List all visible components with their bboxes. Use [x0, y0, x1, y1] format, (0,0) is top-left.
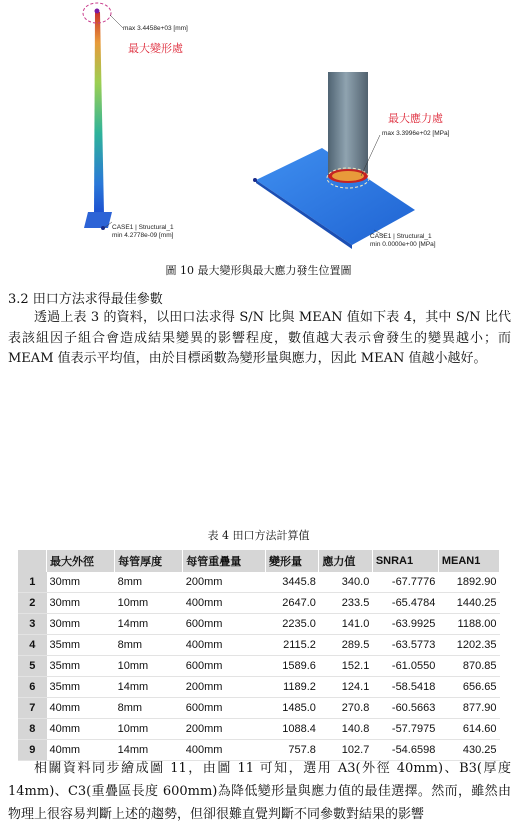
- fea-figure: [60, 0, 480, 258]
- header-thickness: 每管厚度: [115, 550, 183, 572]
- table-cell: 1: [18, 572, 47, 593]
- table-cell: 14mm: [115, 677, 183, 698]
- table-cell: 140.8: [319, 719, 372, 740]
- table-cell: 10mm: [115, 719, 183, 740]
- table-cell: 124.1: [319, 677, 372, 698]
- header-outer-diameter: 最大外徑: [47, 550, 115, 572]
- right-pole: [328, 72, 368, 176]
- header-stress: 應力值: [319, 550, 372, 572]
- header-deformation: 變形量: [266, 550, 319, 572]
- table-cell: 14mm: [115, 740, 183, 761]
- table-cell: 10mm: [115, 656, 183, 677]
- left-base-plate: [84, 212, 112, 228]
- table-cell: 877.90: [438, 698, 499, 719]
- table-cell: 9: [18, 740, 47, 761]
- table-cell: 600mm: [183, 614, 266, 635]
- table-cell: 400mm: [183, 593, 266, 614]
- table-cell: 8mm: [115, 635, 183, 656]
- table-cell: -57.7975: [372, 719, 438, 740]
- table-cell: 757.8: [266, 740, 319, 761]
- table-cell: 35mm: [47, 635, 115, 656]
- table-cell: 656.65: [438, 677, 499, 698]
- section-title: 3.2 田口方法求得最佳參數: [8, 292, 163, 307]
- table-cell: 35mm: [47, 677, 115, 698]
- table-cell: -58.5418: [372, 677, 438, 698]
- table-cell: -60.5663: [372, 698, 438, 719]
- table-cell: 200mm: [183, 572, 266, 593]
- table-cell: 2: [18, 593, 47, 614]
- table-row: [18, 635, 500, 656]
- left-max-note: 最大變形處: [128, 42, 183, 55]
- table-cell: -63.9925: [372, 614, 438, 635]
- table-cell: 35mm: [47, 656, 115, 677]
- table-cell: 289.5: [319, 635, 372, 656]
- table-cell: 4: [18, 635, 47, 656]
- right-min-label-line2: min 0.0000e+00 [MPa]: [370, 241, 436, 248]
- table-cell: 1892.90: [438, 572, 499, 593]
- figure-caption: 圖 10 最大變形與最大應力發生位置圖: [165, 264, 352, 277]
- table-cell: 233.5: [319, 593, 372, 614]
- header-snra1: SNRA1: [372, 550, 438, 572]
- table-cell: 400mm: [183, 635, 266, 656]
- table-cell: 270.8: [319, 698, 372, 719]
- table-cell: 141.0: [319, 614, 372, 635]
- left-max-label: max 3.4458e+03 [mm]: [123, 25, 188, 32]
- table-row: [18, 572, 500, 593]
- table-row: [18, 719, 500, 740]
- table-cell: 6: [18, 677, 47, 698]
- table-cell: 3445.8: [266, 572, 319, 593]
- table-cell: 600mm: [183, 698, 266, 719]
- table-cell: 600mm: [183, 656, 266, 677]
- table-row: [18, 614, 500, 635]
- left-min-label-line2: min 4.2778e-09 [mm]: [112, 232, 174, 239]
- figure-10: [60, 0, 480, 258]
- header-overlap: 每管重疊量: [183, 550, 266, 572]
- table-cell: 870.85: [438, 656, 499, 677]
- table-cell: -61.0550: [372, 656, 438, 677]
- table-cell: 3: [18, 614, 47, 635]
- table-cell: 1088.4: [266, 719, 319, 740]
- table-cell: -63.5773: [372, 635, 438, 656]
- paragraph-1: 透過上表 3 的資料，以田口法求得 S/N 比與 MEAN 值如下表 4，其中 S/N 比代表該組因子組合會造成結果變異的影響程度，數值越大表示會發生的變異越小；而 MEAM 值表示平均值，由於目標函數為變形量與應力，因此 MEAN 值越小越好。: [8, 310, 511, 366]
- table-cell: 40mm: [47, 740, 115, 761]
- table-caption: 表 4 田口方法計算值: [207, 529, 310, 542]
- table-cell: 200mm: [183, 719, 266, 740]
- left-min-label-line1: CASE1 | Structural_1: [112, 224, 174, 231]
- taguchi-table: [18, 550, 500, 761]
- table-row: [18, 656, 500, 677]
- right-model: [253, 72, 415, 249]
- table-cell: 1202.35: [438, 635, 499, 656]
- table-cell: 1485.0: [266, 698, 319, 719]
- min-stress-point: [253, 178, 257, 182]
- header-mean1: MEAN1: [438, 550, 499, 572]
- left-model: [83, 3, 123, 230]
- table-cell: 1188.00: [438, 614, 499, 635]
- table-header-row: [18, 550, 500, 572]
- left-pole: [94, 12, 104, 214]
- table-cell: 2647.0: [266, 593, 319, 614]
- table-cell: 1589.6: [266, 656, 319, 677]
- table-cell: 340.0: [319, 572, 372, 593]
- table-cell: -67.7776: [372, 572, 438, 593]
- right-max-note: 最大應力處: [388, 112, 443, 125]
- header-index: [18, 550, 47, 572]
- right-max-label: max 3.3996e+02 [MPa]: [382, 130, 450, 137]
- table-cell: -65.4784: [372, 593, 438, 614]
- table-cell: 2235.0: [266, 614, 319, 635]
- table-cell: 614.60: [438, 719, 499, 740]
- table-cell: 14mm: [115, 614, 183, 635]
- table-cell: -54.6598: [372, 740, 438, 761]
- table-cell: 7: [18, 698, 47, 719]
- table-cell: 400mm: [183, 740, 266, 761]
- table-cell: 1440.25: [438, 593, 499, 614]
- table-cell: 1189.2: [266, 677, 319, 698]
- right-min-label-line1: CASE1 | Structural_1: [370, 233, 432, 240]
- table-cell: 102.7: [319, 740, 372, 761]
- table-cell: 8mm: [115, 572, 183, 593]
- table-cell: 10mm: [115, 593, 183, 614]
- table-cell: 40mm: [47, 698, 115, 719]
- table-row: [18, 593, 500, 614]
- table-cell: 8: [18, 719, 47, 740]
- table-cell: 30mm: [47, 593, 115, 614]
- table-cell: 5: [18, 656, 47, 677]
- table-cell: 200mm: [183, 677, 266, 698]
- table-cell: 8mm: [115, 698, 183, 719]
- table-cell: 30mm: [47, 572, 115, 593]
- table-cell: 152.1: [319, 656, 372, 677]
- paragraph-2: 相關資料同步繪成圖 11，由圖 11 可知，選用 A3(外徑 40mm)、B3(厚度 14mm)、C3(重疊區長度 600mm)為降低變形量與應力值的最佳選擇。然而，雖然由物理上很容易判斷上述的趨勢，但卻很難直覺判斷不同參數對結果的影響: [8, 761, 511, 822]
- table-cell: 2115.2: [266, 635, 319, 656]
- table-row: [18, 698, 500, 719]
- table-cell: 430.25: [438, 740, 499, 761]
- table-cell: 30mm: [47, 614, 115, 635]
- table-cell: 40mm: [47, 719, 115, 740]
- table-row: [18, 677, 500, 698]
